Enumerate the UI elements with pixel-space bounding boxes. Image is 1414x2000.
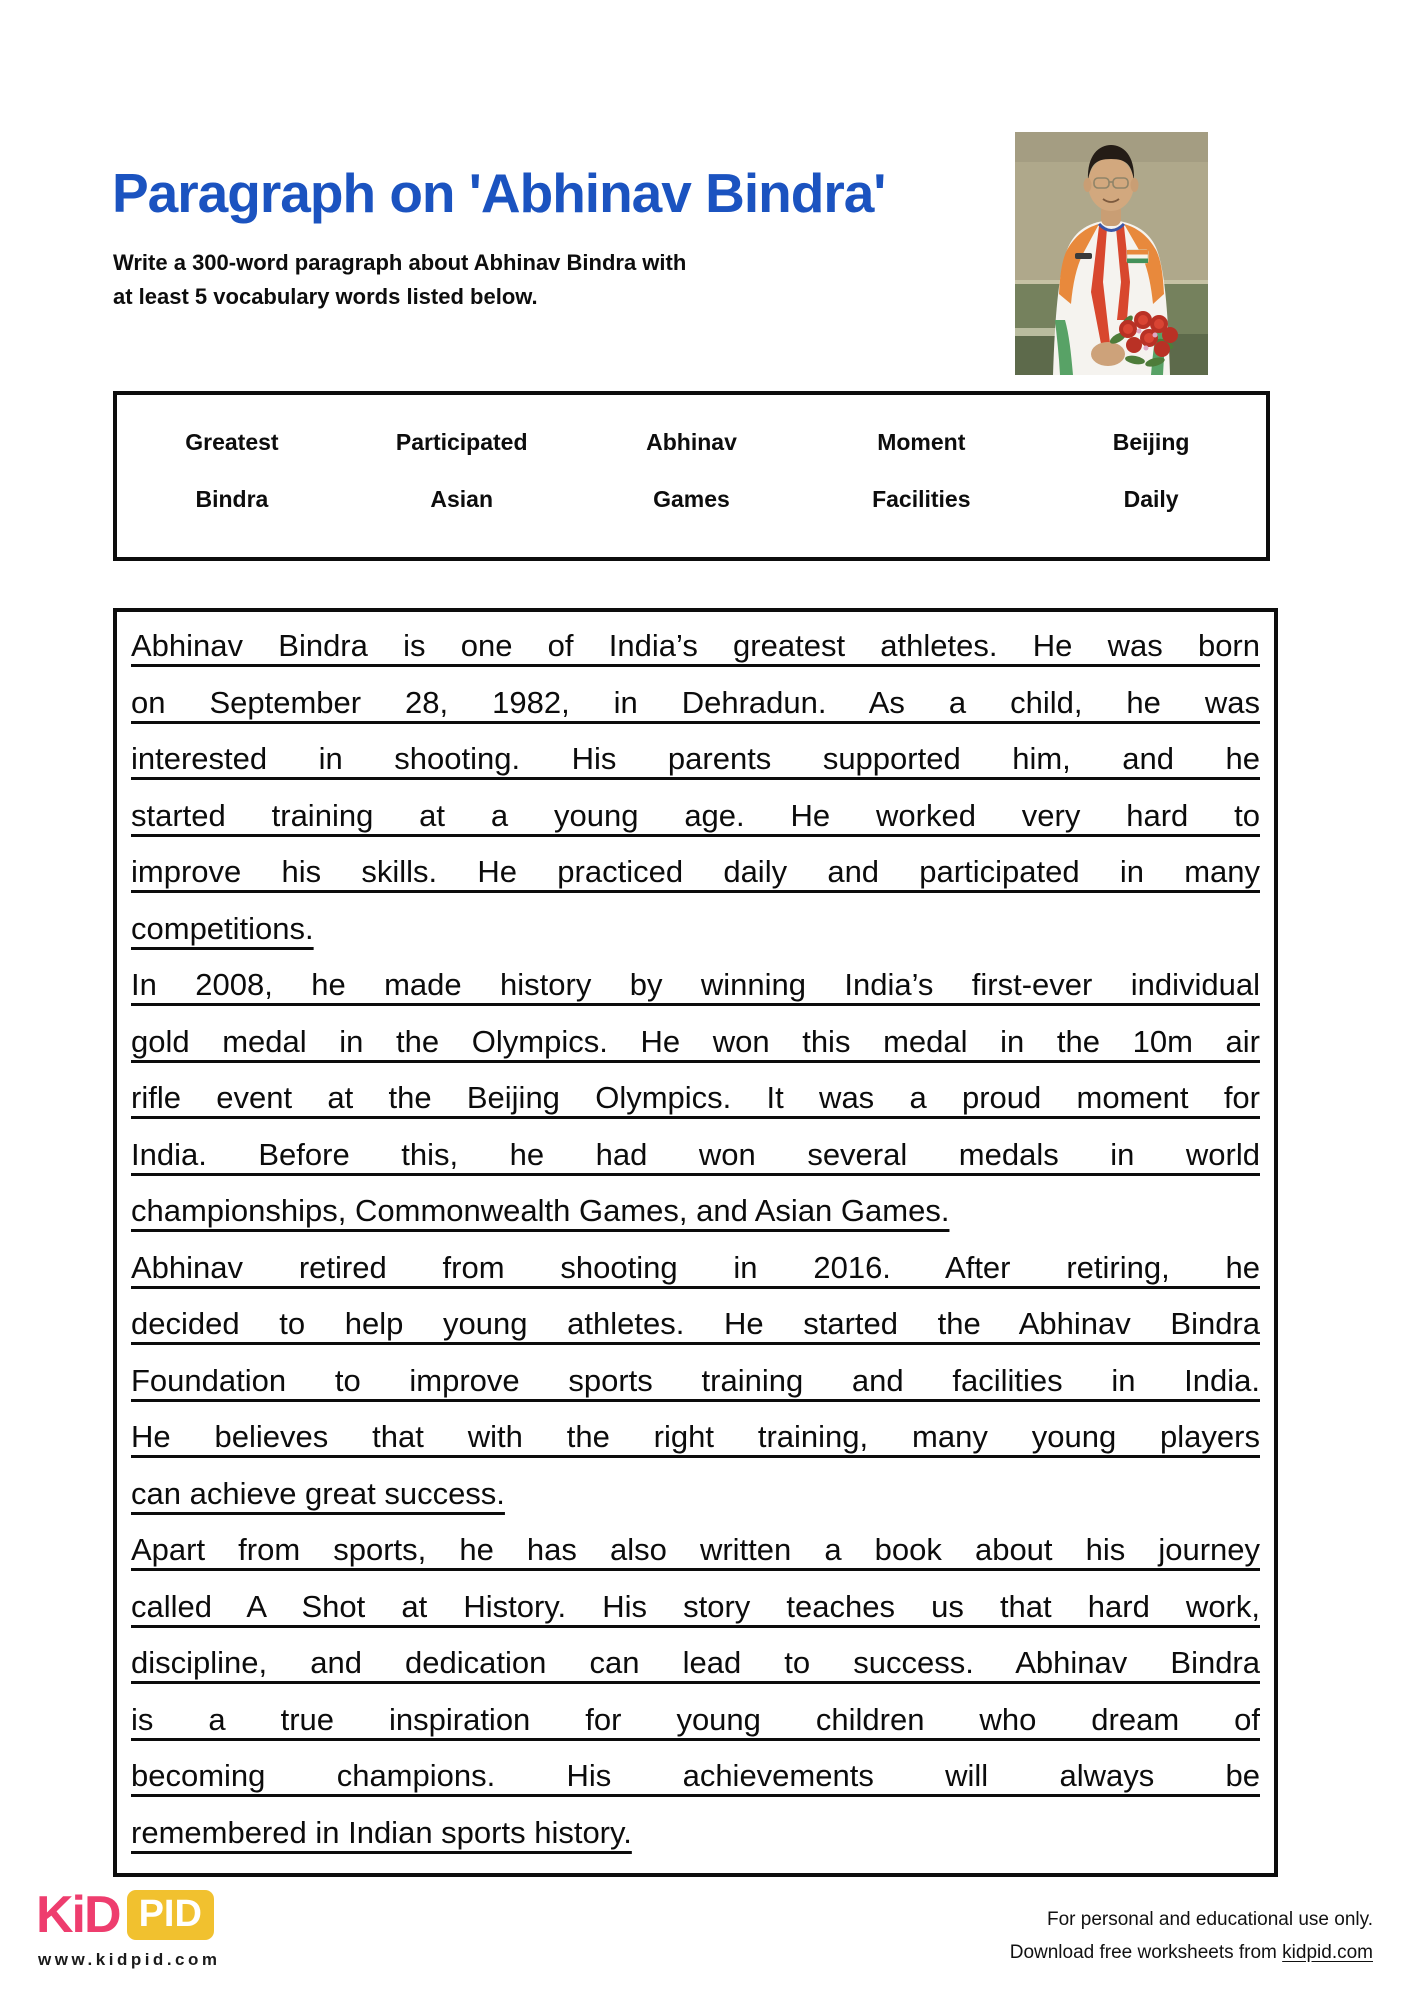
website-url: www.kidpid.com: [38, 1950, 221, 1969]
paragraph-line: remembered in Indian sports history.: [131, 1814, 632, 1850]
kidpid-logo: [36, 1886, 214, 1944]
vocab-word: Beijing: [1112, 429, 1190, 455]
footer-note-line-2-text: Download free worksheets from: [1009, 1942, 1283, 1963]
footer-note-line-2: [1010, 1936, 1373, 1969]
paragraph-line: He believes that with the right training, many young players: [131, 1419, 1260, 1454]
vocab-word: Facilities: [872, 486, 971, 512]
paragraph-line: competitions.: [131, 910, 314, 946]
paragraph-line: is a true inspiration for young children who dream of: [131, 1701, 1260, 1737]
footer-note-line-1: For personal and educational use only.: [1046, 1909, 1373, 1930]
paragraph-line: improve his skills. He practiced daily and participated in many: [131, 854, 1260, 889]
paragraph-line: Foundation to improve sports training and facilities in India.: [131, 1362, 1260, 1398]
vocab-word: Moment: [877, 429, 966, 455]
paragraph-line: In 2008, he made history by winning India’s first-ever individual: [131, 967, 1260, 1002]
paragraph-line: on September 28, 1982, in Dehradun. As a child, he was: [131, 684, 1260, 720]
paragraph-line: India. Before this, he had won several medals in world: [131, 1136, 1260, 1172]
paragraph-line: gold medal in the Olympics. He won this medal in the 10m air: [131, 1023, 1260, 1059]
paragraph-line: called A Shot at History. His story teaches us that hard work,: [131, 1588, 1260, 1624]
vocab-word: Greatest: [185, 429, 279, 455]
kidpid-link[interactable]: kidpid.com: [1282, 1942, 1373, 1963]
paragraph-line: rifle event at the Beijing Olympics. It was a proud moment for: [131, 1080, 1260, 1115]
paragraph-line: championships, Commonwealth Games, and Asian Games.: [131, 1193, 950, 1228]
paragraph-line: decided to help young athletes. He started the Abhinav Bindra: [131, 1306, 1260, 1341]
vocab-word: Daily: [1123, 486, 1179, 512]
vocab-word: Abhinav: [646, 429, 737, 455]
paragraph-line: interested in shooting. His parents supported him, and he: [131, 741, 1260, 776]
vocabulary-box: [113, 391, 1270, 561]
paragraph-line: Apart from sports, he has also written a book about his journey: [131, 1532, 1260, 1567]
abhinav-bindra-photo: [1015, 132, 1208, 375]
vocab-word: Bindra: [195, 486, 269, 512]
paragraph-line: becoming champions. His achievements will always be: [131, 1758, 1260, 1793]
kidpid-logo-kid: KiD: [36, 1886, 120, 1944]
paragraph-line: discipline, and dedication can lead to success. Abhinav Bindra: [131, 1645, 1260, 1680]
instructions-line-1: Write a 300-word paragraph about Abhinav Bindra with: [113, 250, 687, 275]
footer-note: [1010, 1903, 1373, 1969]
vocab-word: Games: [653, 486, 730, 512]
paragraph-line: Abhinav Bindra is one of India’s greatest athletes. He was born: [131, 628, 1260, 663]
vocab-word: Asian: [430, 486, 494, 512]
instructions: [113, 246, 686, 314]
vocab-row-1: [117, 429, 1266, 456]
page-title: Paragraph on 'Abhinav Bindra': [112, 162, 886, 224]
instructions-line-2: at least 5 vocabulary words listed below.: [113, 284, 538, 309]
vocab-row-2: [117, 486, 1266, 513]
paragraph-line: can achieve great success.: [131, 1475, 505, 1511]
paragraph-line: Abhinav retired from shooting in 2016. After retiring, he: [131, 1249, 1260, 1285]
paragraph-box: [113, 608, 1278, 1877]
kidpid-logo-pid-badge: PID: [127, 1890, 214, 1940]
vocab-word: Participated: [395, 429, 528, 455]
paragraph-line: started training at a young age. He worked very hard to: [131, 797, 1260, 833]
